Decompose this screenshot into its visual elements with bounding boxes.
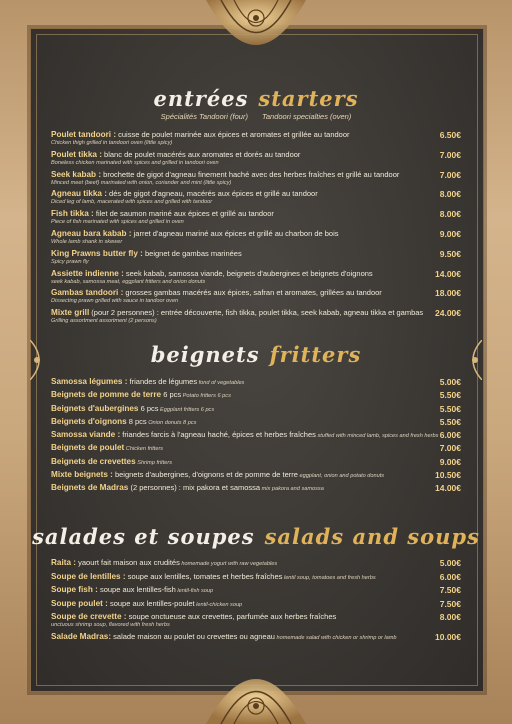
item-price: 8.00€ xyxy=(439,612,461,622)
item-translation: lentil soup, tomatoes and fresh herbs xyxy=(282,574,376,581)
item-name: Soupe poulet : xyxy=(51,598,108,608)
starters-list xyxy=(51,130,466,328)
list-item xyxy=(51,404,466,417)
list-item xyxy=(51,632,466,646)
salads-title-fr: salades et soupes xyxy=(32,524,255,549)
item-price: 7.50€ xyxy=(439,598,461,609)
item-name: Soupe de lentilles : xyxy=(51,571,126,581)
item-name: Samossa légumes : xyxy=(51,377,128,386)
starters-subtitle-fr: Spécialités Tandoori (four) xyxy=(160,112,248,121)
list-item xyxy=(51,572,466,586)
item-name: Beignets d'aubergines xyxy=(51,403,139,413)
item-desc: cuisse de poulet marinée aux épices et aromates et grillée au tandoor xyxy=(116,130,350,139)
item-price: 9.50€ xyxy=(439,248,461,259)
list-item xyxy=(51,417,466,430)
item-price: 9.00€ xyxy=(439,228,461,239)
item-name: Agneau tikka : xyxy=(51,189,107,199)
item-name: Beignets de pomme de terre xyxy=(51,390,162,400)
fritters-title xyxy=(0,342,512,367)
item-name: King Prawns butter fly : xyxy=(51,248,143,258)
item-desc: friandes de légumes xyxy=(127,377,198,386)
item-note: seek kabab, samossa meat, eggplant fritters and onion donuts xyxy=(51,278,206,285)
item-name: Poulet tikka : xyxy=(51,149,102,159)
item-note: Whole lamb shank in skewer xyxy=(51,238,123,245)
salads-list xyxy=(51,558,466,646)
item-translation: lentil-fish soup xyxy=(175,588,214,594)
item-name: Mixte beignets : xyxy=(51,470,113,480)
item-name: Mixte grill xyxy=(51,308,90,318)
starters-title xyxy=(0,86,512,111)
item-price: 14.00€ xyxy=(435,483,461,494)
list-item xyxy=(51,170,466,190)
item-translation: homemade salad with chicken or shrimp or lamb xyxy=(274,635,397,641)
item-price: 5.00€ xyxy=(439,558,461,568)
item-price: 8.00€ xyxy=(439,209,461,220)
list-item xyxy=(51,189,466,209)
item-desc: grosses gambas macérés aux épices, safran et aromates, grillées au tandoor xyxy=(123,288,382,298)
item-price: 18.00€ xyxy=(435,288,461,299)
item-translation: stuffed with minced lamb, spices and fresh herbs xyxy=(315,433,439,440)
item-translation: Chicken fritters xyxy=(124,446,164,453)
item-desc: beignets d'aubergines, d'oignons et de pomme de terre xyxy=(112,470,298,480)
item-name: Assiette indienne : xyxy=(51,268,124,278)
item-price: 6.50€ xyxy=(439,130,461,140)
item-desc: yaourt fait maison aux crudités xyxy=(76,558,180,567)
item-name: Fish tikka : xyxy=(51,209,94,219)
item-price: 6.00€ xyxy=(439,430,461,441)
list-item xyxy=(51,229,466,249)
item-desc: (pour 2 personnes) : entrée découverte, fish tikka, poulet tikka, seek kabab, agneau tikka et gambas xyxy=(89,308,424,318)
item-price: 7.50€ xyxy=(439,585,461,595)
fritters-title-en: fritters xyxy=(269,342,362,367)
item-price: 9.00€ xyxy=(439,456,461,467)
item-note: Dissecting prawn grilled with sauce in tandoor oven xyxy=(51,298,179,305)
list-item xyxy=(51,483,466,496)
starters-subtitle-en: Tandoori specialties (oven) xyxy=(261,112,352,121)
list-item xyxy=(51,150,466,170)
salads-title xyxy=(0,524,512,549)
item-desc: friandes farcis à l'agneau haché, épices et herbes fraîches xyxy=(120,430,316,440)
list-item xyxy=(51,430,466,443)
item-desc: soupe aux lentilles, tomates et herbes fraîches xyxy=(125,571,283,581)
item-note: unctuous shrimp soup, flavored with fresh herbs xyxy=(51,622,170,628)
item-translation: Eggplant fritters 6 pcs xyxy=(158,406,215,413)
item-name: Agneau bara kabab : xyxy=(51,228,132,238)
item-name: Soupe fish : xyxy=(51,585,98,594)
list-item xyxy=(51,457,466,470)
list-item xyxy=(51,558,466,572)
salads-title-en: salads and soups xyxy=(264,524,480,549)
bottom-mandala-ornament xyxy=(196,654,316,724)
item-desc: blanc de poulet macérés aux aromates et dorés au tandoor xyxy=(101,149,301,159)
item-price: 6.00€ xyxy=(439,571,461,582)
item-price: 10.00€ xyxy=(435,632,461,642)
item-note: Boneless chicken marinated with spices and grilled in tandoori oven xyxy=(51,159,219,166)
item-price: 5.50€ xyxy=(439,390,461,401)
list-item xyxy=(51,612,466,632)
item-translation: Shrimp fritters xyxy=(135,459,173,466)
item-desc: soupe aux lentilles-fish xyxy=(97,585,176,594)
item-translation: fond of vegetables xyxy=(197,380,245,386)
item-name: Beignets d'oignons xyxy=(51,416,127,426)
item-name: Seek kabab : xyxy=(51,169,102,179)
starters-title-en: starters xyxy=(258,86,359,111)
item-desc: 8 pcs xyxy=(126,416,147,426)
item-price: 7.00€ xyxy=(439,149,461,160)
item-translation: eggplant, onion and potato donuts xyxy=(297,473,385,480)
item-desc: brochette de gigot d'agneau finement haché avec des herbes fraîches et grillé au tandoor xyxy=(101,169,400,179)
item-price: 10.50€ xyxy=(435,470,461,481)
item-price: 14.00€ xyxy=(435,268,461,279)
list-item xyxy=(51,470,466,483)
item-translation: Potato fritters 6 pcs xyxy=(181,393,231,400)
starters-subtitle xyxy=(0,112,512,121)
list-item xyxy=(51,390,466,403)
item-desc: dés de gigot d'agneau, macérés aux épices et grillé au tandoor xyxy=(106,189,318,199)
item-translation: homemade yogurt with raw vegetables xyxy=(179,561,278,567)
item-note: Minced meet (beef) marinated with onion, coriander and mint (little spicy) xyxy=(51,179,232,186)
item-desc: 6 pcs xyxy=(161,390,182,400)
item-desc: jarret d'agneau mariné aux épices et grillé au charbon de bois xyxy=(131,228,339,238)
fritters-title-fr: beignets xyxy=(150,342,260,367)
list-item xyxy=(51,269,466,289)
item-name: Salade Madras: xyxy=(51,632,112,641)
item-price: 7.00€ xyxy=(439,169,461,180)
item-price: 7.00€ xyxy=(439,443,461,454)
starters-title-fr: entrées xyxy=(153,86,249,111)
item-name: Beignets de poulet xyxy=(51,443,125,453)
item-desc: soupe aux lentilles-poulet xyxy=(107,598,195,608)
list-item xyxy=(51,443,466,456)
item-desc: filet de saumon mariné aux épices et grillé au tandoor xyxy=(93,209,274,219)
list-item xyxy=(51,209,466,229)
item-note: Spicy prawn fly xyxy=(51,258,89,265)
item-desc: 6 pcs xyxy=(138,403,159,413)
item-note: Chicken thigh grilled in tandoori oven (little spicy) xyxy=(51,140,173,146)
list-item xyxy=(51,249,466,269)
item-desc: seek kabab, samossa viande, beignets d'aubergines et beignets d'oignons xyxy=(123,268,373,278)
item-price: 8.00€ xyxy=(439,189,461,200)
item-desc: salade maison au poulet ou crevettes ou agneau xyxy=(111,632,275,641)
list-item xyxy=(51,585,466,599)
item-desc: (2 personnes) : mix pakora et samossa xyxy=(128,483,261,493)
item-translation: mix pakora and samossa xyxy=(260,486,324,493)
item-translation: lentil-chicken soup xyxy=(194,601,243,608)
list-item xyxy=(51,308,466,328)
item-price: 5.50€ xyxy=(439,416,461,427)
list-item xyxy=(51,599,466,613)
item-name: Gambas tandoori : xyxy=(51,288,124,298)
item-note: Piece of fish marinated with spices and grilled in oven xyxy=(51,219,184,226)
item-desc: beignet de gambas marinées xyxy=(142,248,242,258)
item-price: 5.50€ xyxy=(439,403,461,414)
item-name: Poulet tandoori : xyxy=(51,130,117,139)
item-name: Samossa viande : xyxy=(51,430,121,440)
item-price: 5.00€ xyxy=(439,377,461,387)
item-name: Beignets de crevettes xyxy=(51,456,136,466)
item-desc: soupe onctueuse aux crevettes, parfumée aux herbes fraîches xyxy=(126,612,337,621)
top-mandala-ornament xyxy=(196,0,316,70)
list-item xyxy=(51,288,466,308)
item-note: Diced leg of lamb, macerated with spices and grilled with tandoor xyxy=(51,199,213,206)
list-item xyxy=(51,130,466,150)
item-name: Soupe de crevette : xyxy=(51,612,127,621)
list-item xyxy=(51,377,466,390)
item-price: 24.00€ xyxy=(435,308,461,319)
fritters-list xyxy=(51,377,466,497)
item-translation: Onion donuts 8 pcs xyxy=(146,419,197,426)
item-name: Beignets de Madras xyxy=(51,483,129,493)
item-name: Raita : xyxy=(51,558,77,567)
item-note: Grilling assortment assortment (2 persons) xyxy=(51,318,157,325)
